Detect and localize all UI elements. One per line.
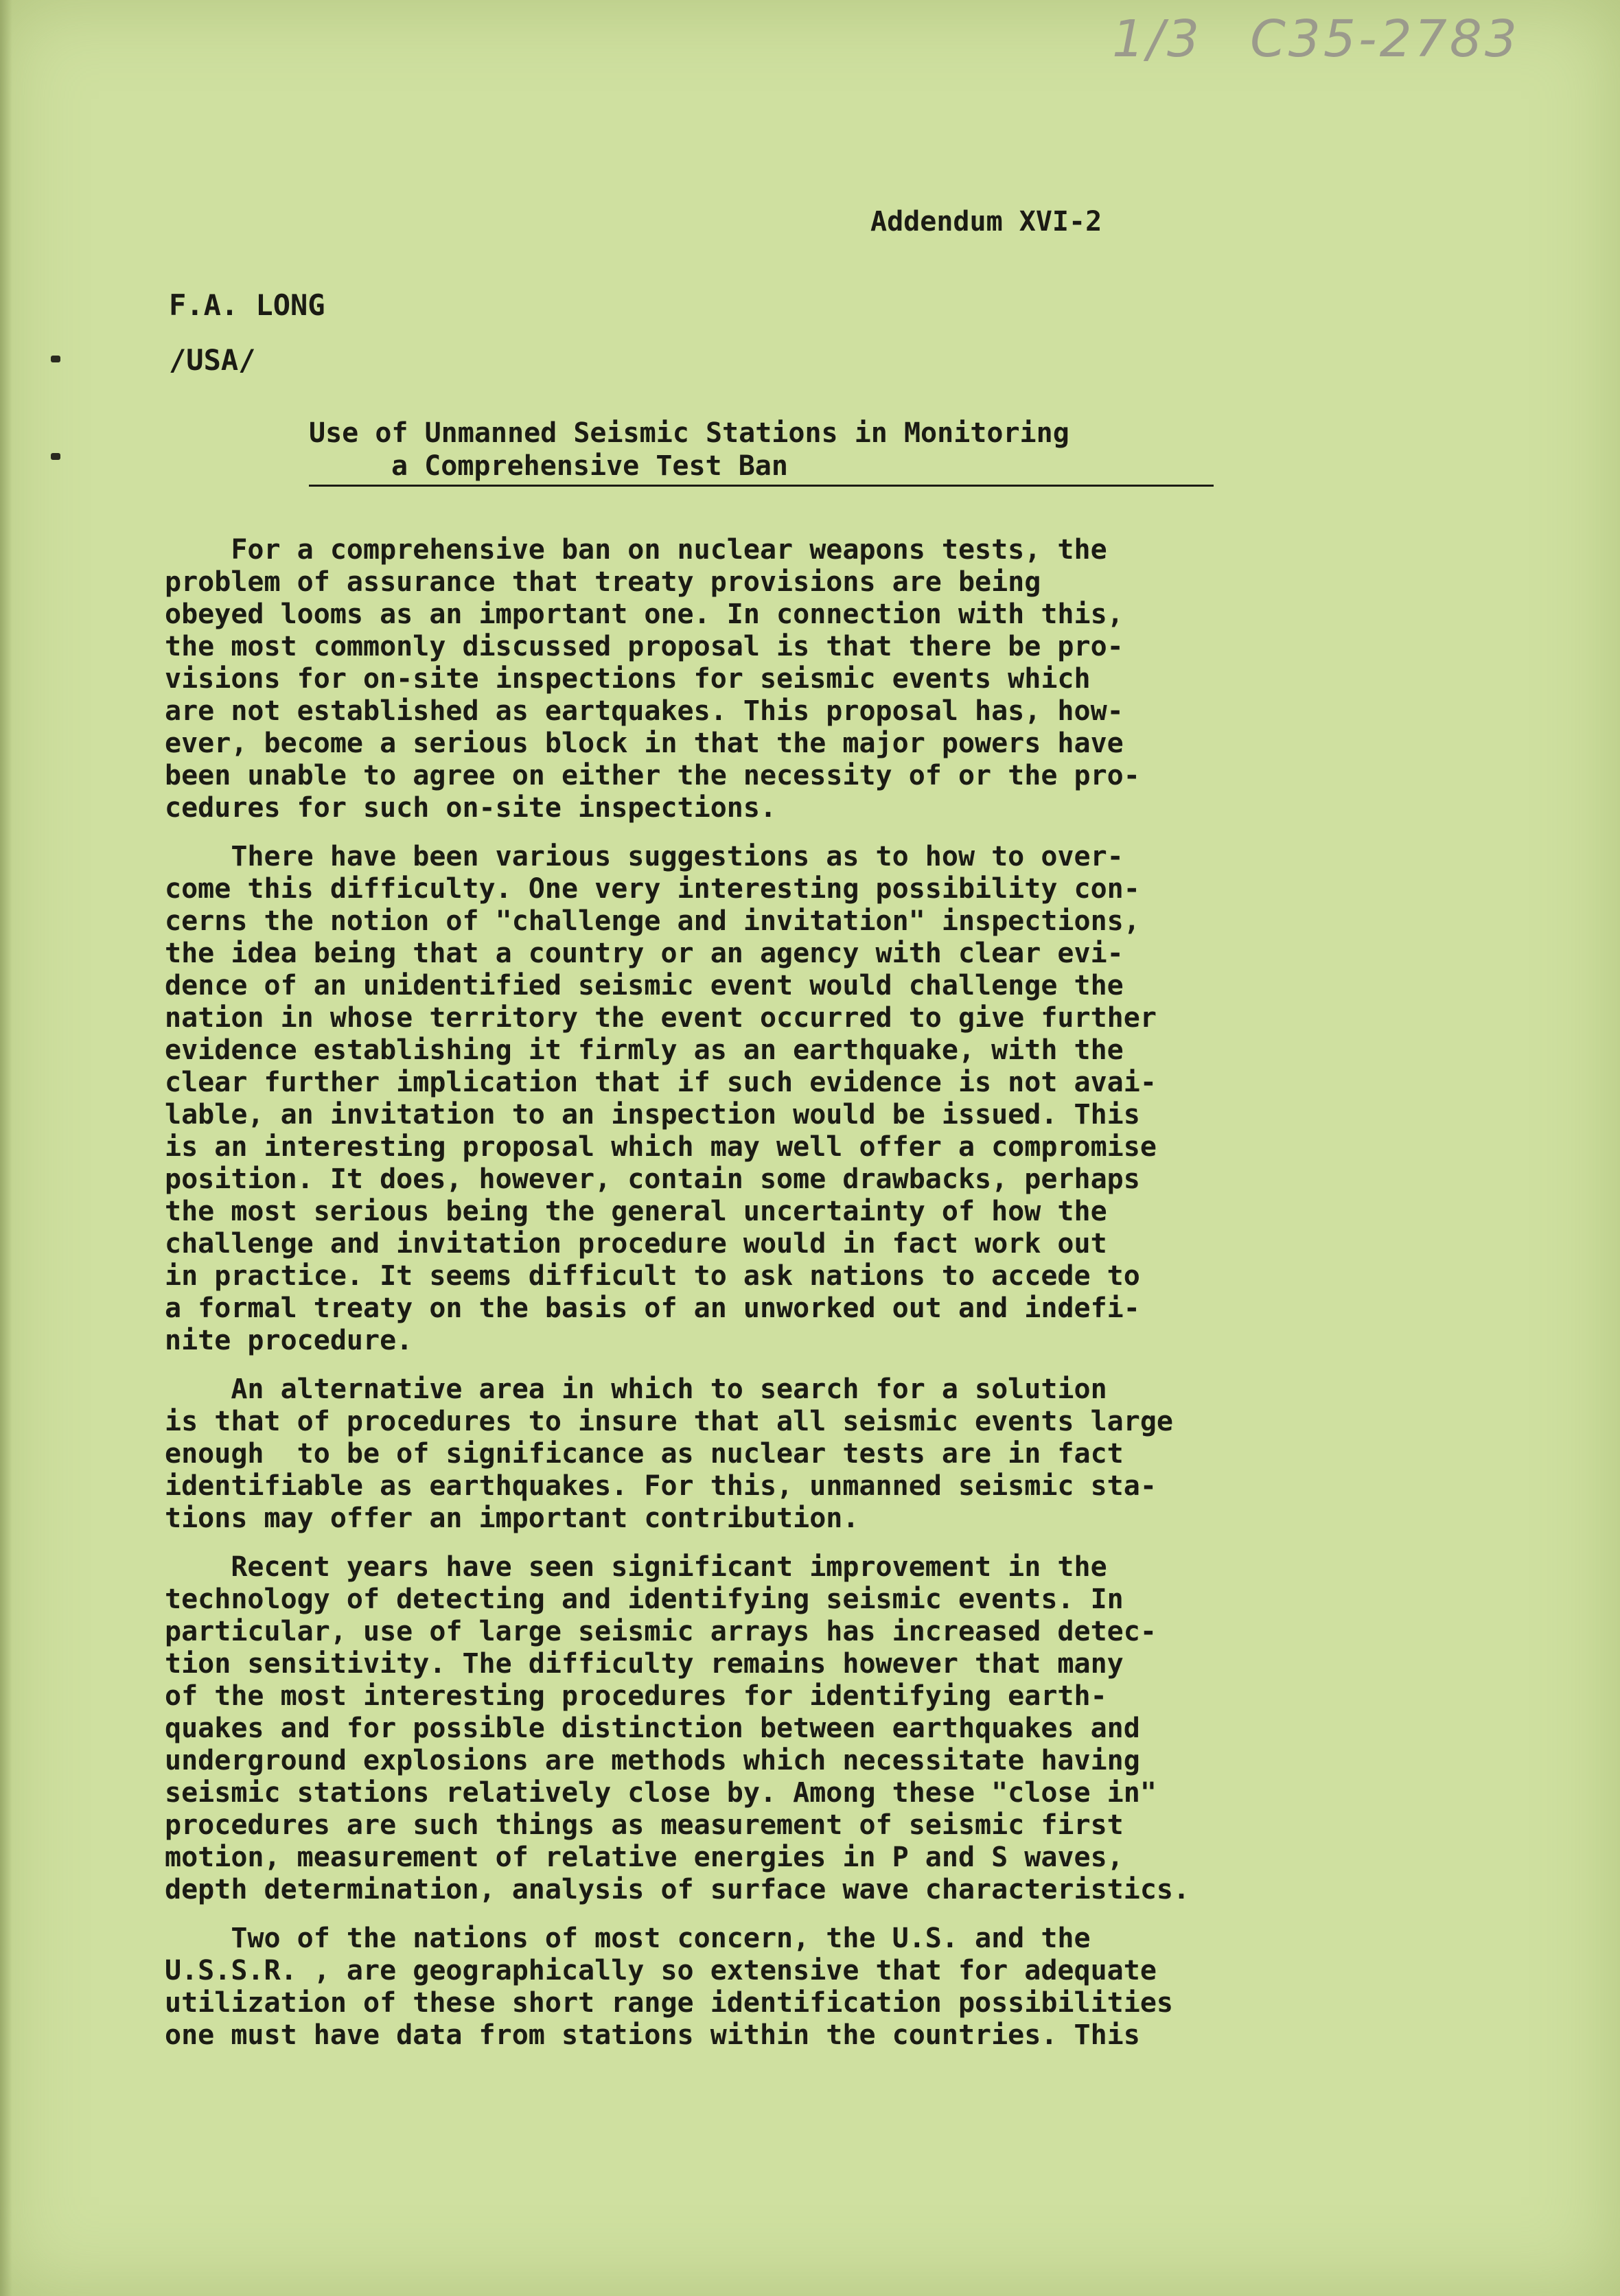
paragraph-line: position. It does, however, contain some drawbacks, perhaps (165, 1163, 1140, 1195)
paragraph-line: depth determination, analysis of surface wave characteristics. (165, 1874, 1190, 1905)
paragraph-line: An alternative area in which to search for a solution (165, 1373, 1107, 1405)
paragraph-line: identifiable as earthquakes. For this, unmanned seismic sta- (165, 1470, 1157, 1502)
paragraph-line: a formal treaty on the basis of an unworked out and indefi- (165, 1292, 1140, 1324)
paragraph-line: clear further implication that if such evidence is not avai- (165, 1067, 1157, 1098)
paragraph-line: ever, become a serious block in that the major powers have (165, 728, 1124, 759)
paragraph-line: evidence establishing it firmly as an earthquake, with the (165, 1034, 1124, 1066)
paragraph-line: enough to be of significance as nuclear tests are in fact (165, 1438, 1124, 1470)
body-paragraph (165, 1923, 1400, 2052)
paragraph-line: nite procedure. (165, 1325, 413, 1356)
paragraph-line: challenge and invitation procedure would in fact work out (165, 1228, 1107, 1260)
page-edge-shadow (0, 0, 12, 2296)
handwritten-ref-left: 1/3 (1112, 10, 1203, 69)
handwritten-reference (1112, 10, 1520, 69)
paragraph-line: technology of detecting and identifying seismic events. In (165, 1584, 1124, 1615)
title-line-2: a Comprehensive Test Ban (391, 450, 788, 482)
body-paragraph (165, 841, 1400, 1357)
document-body (165, 534, 1400, 2068)
paragraph-line: dence of an unidentified seismic event would challenge the (165, 970, 1124, 1001)
margin-mark (51, 453, 60, 460)
paragraph-line: utilization of these short range identification possibilities (165, 1987, 1174, 2019)
paragraph-line: underground explosions are methods which necessitate having (165, 1745, 1140, 1776)
paragraph-line: come this difficulty. One very interesting possibility con- (165, 873, 1140, 905)
paragraph-line: is that of procedures to insure that all seismic events large (165, 1406, 1174, 1437)
paragraph-line: been unable to agree on either the necessity of or the pro- (165, 760, 1140, 791)
paragraph-line: particular, use of large seismic arrays has increased detec- (165, 1616, 1157, 1647)
paragraph-line: lable, an invitation to an inspection would be issued. This (165, 1099, 1140, 1130)
paragraph-line: one must have data from stations within the countries. This (165, 2019, 1140, 2051)
body-paragraph (165, 1551, 1400, 1906)
handwritten-ref-right: C35-2783 (1250, 10, 1520, 69)
margin-mark (51, 356, 60, 362)
paragraph-line: tions may offer an important contribution. (165, 1503, 859, 1534)
paragraph-line: is an interesting proposal which may well offer a compromise (165, 1131, 1157, 1163)
paragraph-line: the idea being that a country or an agency with clear evi- (165, 938, 1124, 969)
paragraph-line: in practice. It seems difficult to ask nations to accede to (165, 1260, 1140, 1292)
paragraph-line: the most commonly discussed proposal is that there be pro- (165, 631, 1124, 662)
paragraph-line: cerns the notion of "challenge and invitation" inspections, (165, 905, 1140, 937)
addendum-label: Addendum XVI-2 (870, 206, 1102, 237)
paragraph-line: procedures are such things as measurement of seismic first (165, 1809, 1124, 1841)
document-title (309, 417, 1069, 483)
paragraph-line: obeyed looms as an important one. In connection with this, (165, 599, 1124, 630)
body-paragraph (165, 1373, 1400, 1535)
paragraph-line: Two of the nations of most concern, the U.S. and the (165, 1923, 1091, 1954)
author-name: F.A. LONG (169, 288, 325, 322)
author-block (169, 278, 325, 388)
paragraph-line: cedures for such on-site inspections. (165, 792, 777, 824)
paragraph-line: are not established as eartquakes. This proposal has, how- (165, 695, 1124, 727)
paragraph-line: nation in whose territory the event occurred to give further (165, 1002, 1157, 1034)
paragraph-line: problem of assurance that treaty provisions are being (165, 566, 1041, 598)
title-line-1: Use of Unmanned Seismic Stations in Monitoring (309, 417, 1069, 449)
paragraph-line: seismic stations relatively close by. Among these "close in" (165, 1777, 1157, 1809)
paragraph-line: U.S.S.R. , are geographically so extensive that for adequate (165, 1955, 1157, 1986)
paragraph-line: of the most interesting procedures for identifying earth- (165, 1680, 1107, 1712)
title-underline (309, 485, 1214, 487)
paragraph-line: the most serious being the general uncertainty of how the (165, 1196, 1107, 1227)
paragraph-line: Recent years have seen significant improvement in the (165, 1551, 1107, 1583)
paragraph-line: There have been various suggestions as to how to over- (165, 841, 1124, 872)
body-paragraph (165, 534, 1400, 824)
paragraph-line: tion sensitivity. The difficulty remains however that many (165, 1648, 1124, 1680)
paragraph-line: motion, measurement of relative energies in P and S waves, (165, 1842, 1124, 1873)
paragraph-line: For a comprehensive ban on nuclear weapons tests, the (165, 534, 1107, 566)
paragraph-line: quakes and for possible distinction between earthquakes and (165, 1713, 1140, 1744)
paragraph-line: visions for on-site inspections for seismic events which (165, 663, 1091, 695)
author-country: /USA/ (169, 343, 256, 377)
